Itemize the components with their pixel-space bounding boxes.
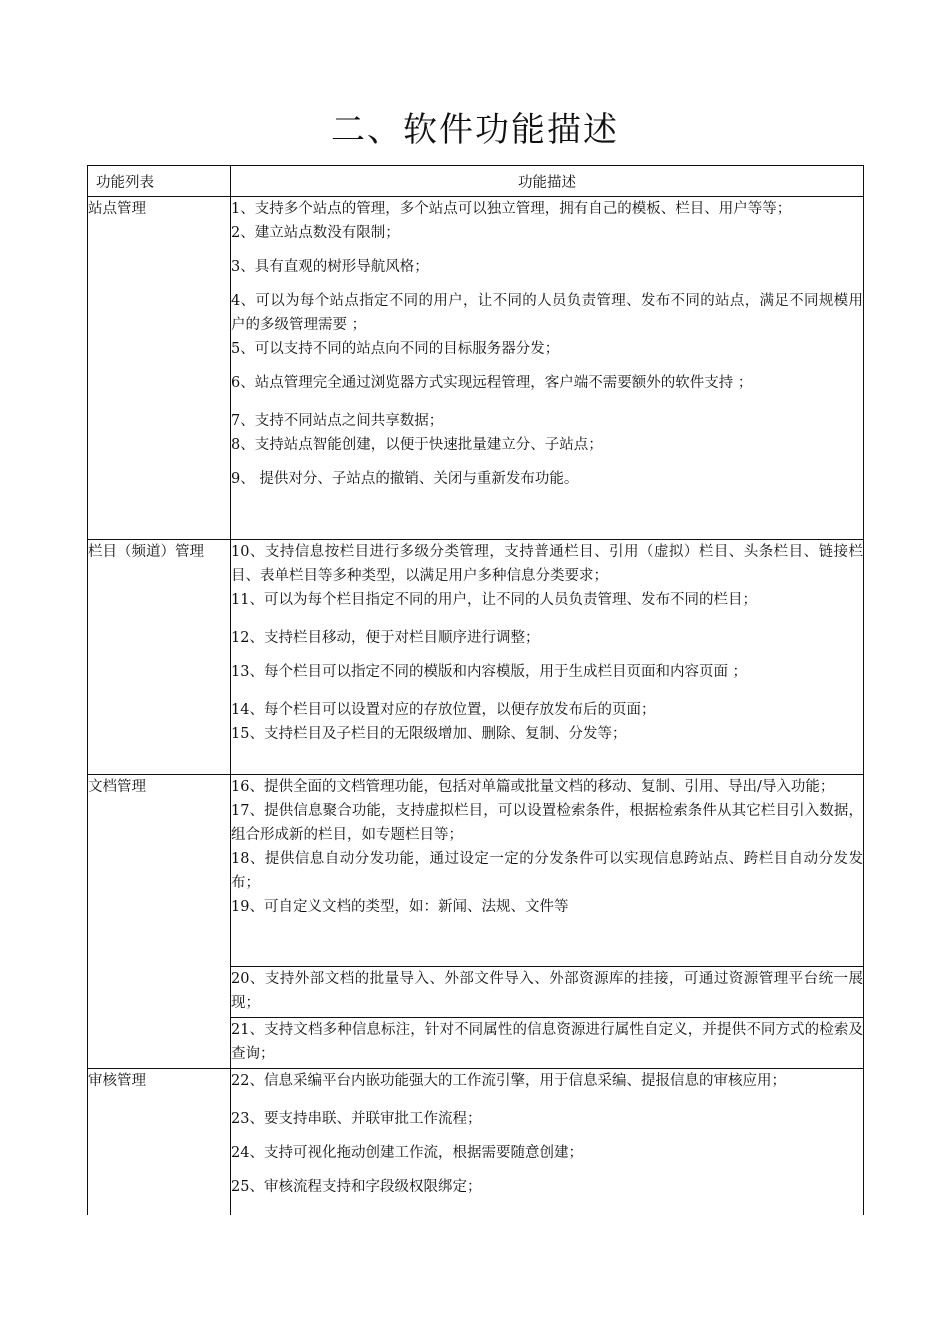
list-item: 5、可以支持不同的站点向不同的目标服务器分发； xyxy=(231,341,560,357)
list-item: 18、提供信息自动分发功能，通过设定一定的分发条件可以实现信息跨站点、跨栏目自动分发发布； xyxy=(231,851,863,891)
list-item: 19、可自定义文档的类型，如：新闻、法规、文件等 xyxy=(231,899,569,915)
header-function-list: 功能列表 xyxy=(88,166,231,197)
list-item: 2、建立站点数没有限制； xyxy=(231,225,400,241)
table-row-site-management xyxy=(88,197,864,540)
list-item: 8、支持站点智能创建，以便于快速批量建立分、子站点； xyxy=(231,437,603,453)
table-row-review-management xyxy=(88,1069,864,1215)
list-item: 13、每个栏目可以指定不同的模版和内容模版，用于生成栏目页面和内容页面 ； xyxy=(231,664,748,680)
row-name: 栏目（频道）管理 xyxy=(88,540,231,775)
row-description xyxy=(231,540,864,775)
list-item: 4、可以为每个站点指定不同的用户，让不同的人员负责管理、发布不同的站点，满足不同规模用户的多级管理需要 ； xyxy=(231,293,863,333)
list-item: 11、可以为每个栏目指定不同的用户，让不同的人员负责管理、发布不同的栏目； xyxy=(231,592,757,608)
row-description xyxy=(231,967,864,1018)
row-name: 站点管理 xyxy=(88,197,231,540)
list-item: 9、 提供对分、子站点的撤销、关闭与重新发布功能。 xyxy=(231,471,579,487)
page-title: 二、软件功能描述 xyxy=(331,110,619,150)
list-item: 12、支持栏目移动，便于对栏目顺序进行调整； xyxy=(231,630,540,646)
list-item: 20、支持外部文档的批量导入、外部文件导入、外部资源库的挂接，可通过资源管理平台统一展现； xyxy=(231,971,863,1011)
list-item: 7、支持不同站点之间共享数据； xyxy=(231,413,444,429)
list-item: 1、支持多个站点的管理，多个站点可以独立管理，拥有自己的模板、栏目、用户等等； xyxy=(231,201,792,217)
list-item: 17、提供信息聚合功能，支持虚拟栏目，可以设置检索条件，根据检索条件从其它栏目引入数据，组合形成新的栏目，如专题栏目等； xyxy=(231,803,863,843)
list-item: 25、审核流程支持和字段级权限绑定； xyxy=(231,1179,482,1195)
row-description xyxy=(231,775,864,967)
header-function-description: 功能描述 xyxy=(231,166,864,197)
list-item: 6、站点管理完全通过浏览器方式实现远程管理，客户端不需要额外的软件支持 ； xyxy=(231,375,753,391)
row-name: 审核管理 xyxy=(88,1069,231,1215)
row-description xyxy=(231,197,864,540)
list-item: 15、支持栏目及子栏目的无限级增加、删除、复制、分发等； xyxy=(231,726,627,742)
list-item: 24、支持可视化拖动创建工作流，根据需要随意创建； xyxy=(231,1145,583,1161)
table-row-column-management xyxy=(88,540,864,775)
list-item: 21、支持文档多种信息标注，针对不同属性的信息资源进行属性自定义，并提供不同方式的检索及查询； xyxy=(231,1022,863,1062)
list-item: 3、具有直观的树形导航风格； xyxy=(231,259,429,275)
list-item: 14、每个栏目可以设置对应的存放位置，以便存放发布后的页面； xyxy=(231,702,656,718)
table-row-document-management xyxy=(88,775,864,967)
function-table xyxy=(87,165,864,1215)
list-item: 23、要支持串联、并联审批工作流程； xyxy=(231,1111,482,1127)
list-item: 10、支持信息按栏目进行多级分类管理，支持普通栏目、引用（虚拟）栏目、头条栏目、链接栏目、表单栏目等多种类型，以满足用户多种信息分类要求； xyxy=(231,544,863,584)
list-item: 16、提供全面的文档管理功能，包括对单篇或批量文档的移动、复制、引用、导出/导入功能； xyxy=(231,779,835,795)
list-item: 22、信息采编平台内嵌功能强大的工作流引擎，用于信息采编、提报信息的审核应用； xyxy=(231,1073,786,1089)
table-header-row xyxy=(88,166,864,197)
row-name: 文档管理 xyxy=(88,775,231,1069)
row-description xyxy=(231,1018,864,1069)
row-description xyxy=(231,1069,864,1215)
